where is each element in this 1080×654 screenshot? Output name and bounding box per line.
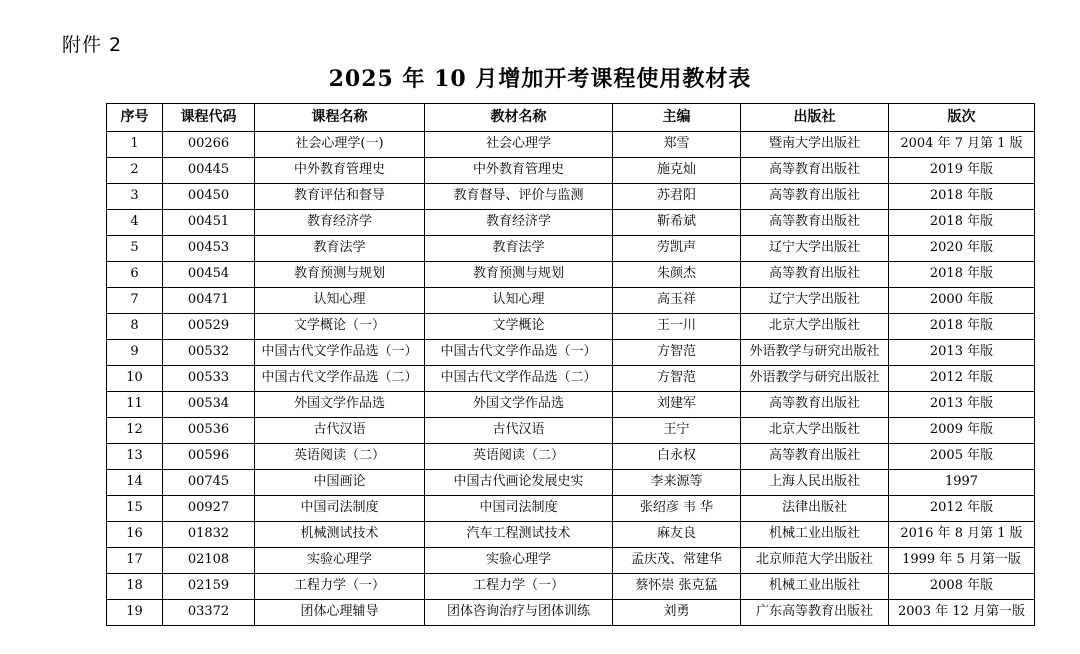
table-body (107, 132, 1035, 626)
cell-editor: 张绍彦 韦 华 (613, 496, 741, 522)
table-row (107, 132, 1035, 158)
table-row (107, 236, 1035, 262)
cell-course-code: 02159 (163, 574, 255, 600)
cell-course-name: 中国画论 (255, 470, 425, 496)
cell-textbook-name: 教育督导、评价与监测 (425, 184, 613, 210)
cell-index: 13 (107, 444, 163, 470)
cell-course-name: 中外教育管理史 (255, 158, 425, 184)
cell-publisher: 广东高等教育出版社 (741, 600, 889, 626)
cell-course-name: 认知心理 (255, 288, 425, 314)
cell-textbook-name: 外国文学作品选 (425, 392, 613, 418)
cell-textbook-name: 中国古代画论发展史实 (425, 470, 613, 496)
cell-edition: 2004 年 7 月第 1 版 (889, 132, 1035, 158)
cell-editor: 麻友良 (613, 522, 741, 548)
cell-textbook-name: 中国司法制度 (425, 496, 613, 522)
table-row (107, 184, 1035, 210)
cell-edition: 2013 年版 (889, 392, 1035, 418)
cell-textbook-name: 汽车工程测试技术 (425, 522, 613, 548)
table-row (107, 548, 1035, 574)
cell-index: 10 (107, 366, 163, 392)
cell-course-name: 教育法学 (255, 236, 425, 262)
cell-textbook-name: 教育预测与规划 (425, 262, 613, 288)
cell-editor: 白永权 (613, 444, 741, 470)
cell-publisher: 外语教学与研究出版社 (741, 366, 889, 392)
cell-index: 8 (107, 314, 163, 340)
cell-publisher: 法律出版社 (741, 496, 889, 522)
cell-textbook-name: 古代汉语 (425, 418, 613, 444)
table-row (107, 392, 1035, 418)
cell-publisher: 上海人民出版社 (741, 470, 889, 496)
cell-index: 18 (107, 574, 163, 600)
cell-publisher: 外语教学与研究出版社 (741, 340, 889, 366)
cell-course-code: 00454 (163, 262, 255, 288)
column-header-textbook-name: 教材名称 (425, 104, 613, 132)
cell-editor: 刘勇 (613, 600, 741, 626)
table-header-row (107, 104, 1035, 132)
cell-publisher: 高等教育出版社 (741, 158, 889, 184)
cell-edition: 2012 年版 (889, 366, 1035, 392)
cell-course-code: 03372 (163, 600, 255, 626)
cell-publisher: 辽宁大学出版社 (741, 288, 889, 314)
cell-textbook-name: 教育经济学 (425, 210, 613, 236)
column-header-course-code: 课程代码 (163, 104, 255, 132)
cell-publisher: 高等教育出版社 (741, 262, 889, 288)
cell-course-name: 教育预测与规划 (255, 262, 425, 288)
cell-course-name: 机械测试技术 (255, 522, 425, 548)
table-row (107, 262, 1035, 288)
cell-textbook-name: 团体咨询治疗与团体训练 (425, 600, 613, 626)
cell-publisher: 高等教育出版社 (741, 210, 889, 236)
cell-textbook-name: 实验心理学 (425, 548, 613, 574)
cell-course-name: 中国古代文学作品选（一） (255, 340, 425, 366)
cell-index: 16 (107, 522, 163, 548)
cell-textbook-name: 中国古代文学作品选（一） (425, 340, 613, 366)
page-title: 2025 年 10 月增加开考课程使用教材表 (328, 66, 752, 92)
cell-course-name: 工程力学（一） (255, 574, 425, 600)
cell-index: 1 (107, 132, 163, 158)
cell-publisher: 北京大学出版社 (741, 418, 889, 444)
cell-textbook-name: 教育法学 (425, 236, 613, 262)
cell-publisher: 高等教育出版社 (741, 444, 889, 470)
cell-editor: 郑雪 (613, 132, 741, 158)
table-row (107, 444, 1035, 470)
cell-course-code: 00927 (163, 496, 255, 522)
cell-edition: 1997 (889, 470, 1035, 496)
cell-edition: 1999 年 5 月第一版 (889, 548, 1035, 574)
cell-index: 11 (107, 392, 163, 418)
cell-course-name: 文学概论（一） (255, 314, 425, 340)
cell-textbook-name: 文学概论 (425, 314, 613, 340)
cell-index: 6 (107, 262, 163, 288)
cell-course-code: 00445 (163, 158, 255, 184)
table-row (107, 314, 1035, 340)
cell-course-code: 00471 (163, 288, 255, 314)
cell-publisher: 北京师范大学出版社 (741, 548, 889, 574)
table-row (107, 366, 1035, 392)
cell-course-name: 中国古代文学作品选（二） (255, 366, 425, 392)
cell-edition: 2018 年版 (889, 210, 1035, 236)
course-textbook-table-container (106, 103, 1026, 626)
table-row (107, 600, 1035, 626)
cell-edition: 2005 年版 (889, 444, 1035, 470)
cell-course-code: 00533 (163, 366, 255, 392)
cell-course-name: 古代汉语 (255, 418, 425, 444)
cell-course-name: 团体心理辅导 (255, 600, 425, 626)
column-header-edition: 版次 (889, 104, 1035, 132)
cell-index: 5 (107, 236, 163, 262)
cell-editor: 李来源等 (613, 470, 741, 496)
cell-index: 9 (107, 340, 163, 366)
cell-editor: 王一川 (613, 314, 741, 340)
cell-course-code: 00529 (163, 314, 255, 340)
cell-textbook-name: 认知心理 (425, 288, 613, 314)
cell-edition: 2009 年版 (889, 418, 1035, 444)
cell-course-code: 00745 (163, 470, 255, 496)
cell-course-code: 00453 (163, 236, 255, 262)
cell-editor: 王宁 (613, 418, 741, 444)
cell-edition: 2012 年版 (889, 496, 1035, 522)
cell-course-code: 00536 (163, 418, 255, 444)
column-header-index: 序号 (107, 104, 163, 132)
cell-publisher: 高等教育出版社 (741, 184, 889, 210)
cell-editor: 朱颜杰 (613, 262, 741, 288)
column-header-editor: 主编 (613, 104, 741, 132)
cell-editor: 蔡怀崇 张克猛 (613, 574, 741, 600)
attachment-label: 附件 2 (62, 34, 123, 56)
cell-publisher: 机械工业出版社 (741, 574, 889, 600)
cell-edition: 2000 年版 (889, 288, 1035, 314)
cell-edition: 2018 年版 (889, 262, 1035, 288)
table-row (107, 522, 1035, 548)
cell-publisher: 暨南大学出版社 (741, 132, 889, 158)
cell-edition: 2019 年版 (889, 158, 1035, 184)
cell-course-name: 教育评估和督导 (255, 184, 425, 210)
cell-edition: 2018 年版 (889, 184, 1035, 210)
cell-edition: 2003 年 12 月第一版 (889, 600, 1035, 626)
course-textbook-table (106, 103, 1035, 626)
cell-edition: 2018 年版 (889, 314, 1035, 340)
cell-index: 12 (107, 418, 163, 444)
cell-course-name: 外国文学作品选 (255, 392, 425, 418)
table-header (107, 104, 1035, 132)
cell-textbook-name: 中国古代文学作品选（二） (425, 366, 613, 392)
cell-index: 17 (107, 548, 163, 574)
cell-course-code: 02108 (163, 548, 255, 574)
cell-edition: 2013 年版 (889, 340, 1035, 366)
cell-course-name: 社会心理学(一) (255, 132, 425, 158)
cell-course-code: 00532 (163, 340, 255, 366)
cell-textbook-name: 社会心理学 (425, 132, 613, 158)
cell-index: 14 (107, 470, 163, 496)
cell-publisher: 机械工业出版社 (741, 522, 889, 548)
cell-textbook-name: 工程力学（一） (425, 574, 613, 600)
cell-course-code: 01832 (163, 522, 255, 548)
cell-index: 3 (107, 184, 163, 210)
cell-course-code: 00534 (163, 392, 255, 418)
cell-edition: 2016 年 8 月第 1 版 (889, 522, 1035, 548)
cell-publisher: 北京大学出版社 (741, 314, 889, 340)
cell-editor: 刘建军 (613, 392, 741, 418)
cell-editor: 方智范 (613, 340, 741, 366)
cell-edition: 2008 年版 (889, 574, 1035, 600)
table-row (107, 418, 1035, 444)
cell-index: 4 (107, 210, 163, 236)
cell-editor: 方智范 (613, 366, 741, 392)
cell-editor: 高玉祥 (613, 288, 741, 314)
cell-editor: 靳希斌 (613, 210, 741, 236)
cell-course-name: 实验心理学 (255, 548, 425, 574)
cell-textbook-name: 中外教育管理史 (425, 158, 613, 184)
table-row (107, 574, 1035, 600)
cell-index: 15 (107, 496, 163, 522)
cell-course-code: 00451 (163, 210, 255, 236)
table-row (107, 210, 1035, 236)
table-row (107, 470, 1035, 496)
table-row (107, 288, 1035, 314)
cell-index: 7 (107, 288, 163, 314)
cell-course-name: 中国司法制度 (255, 496, 425, 522)
table-row (107, 340, 1035, 366)
table-row (107, 158, 1035, 184)
cell-index: 2 (107, 158, 163, 184)
cell-textbook-name: 英语阅读（二） (425, 444, 613, 470)
cell-course-name: 英语阅读（二） (255, 444, 425, 470)
table-row (107, 496, 1035, 522)
column-header-course-name: 课程名称 (255, 104, 425, 132)
column-header-publisher: 出版社 (741, 104, 889, 132)
cell-editor: 劳凯声 (613, 236, 741, 262)
cell-course-name: 教育经济学 (255, 210, 425, 236)
cell-publisher: 高等教育出版社 (741, 392, 889, 418)
cell-editor: 苏君阳 (613, 184, 741, 210)
cell-publisher: 辽宁大学出版社 (741, 236, 889, 262)
cell-course-code: 00596 (163, 444, 255, 470)
cell-course-code: 00450 (163, 184, 255, 210)
cell-course-code: 00266 (163, 132, 255, 158)
cell-index: 19 (107, 600, 163, 626)
cell-editor: 施克灿 (613, 158, 741, 184)
cell-edition: 2020 年版 (889, 236, 1035, 262)
cell-editor: 孟庆茂、常建华 (613, 548, 741, 574)
